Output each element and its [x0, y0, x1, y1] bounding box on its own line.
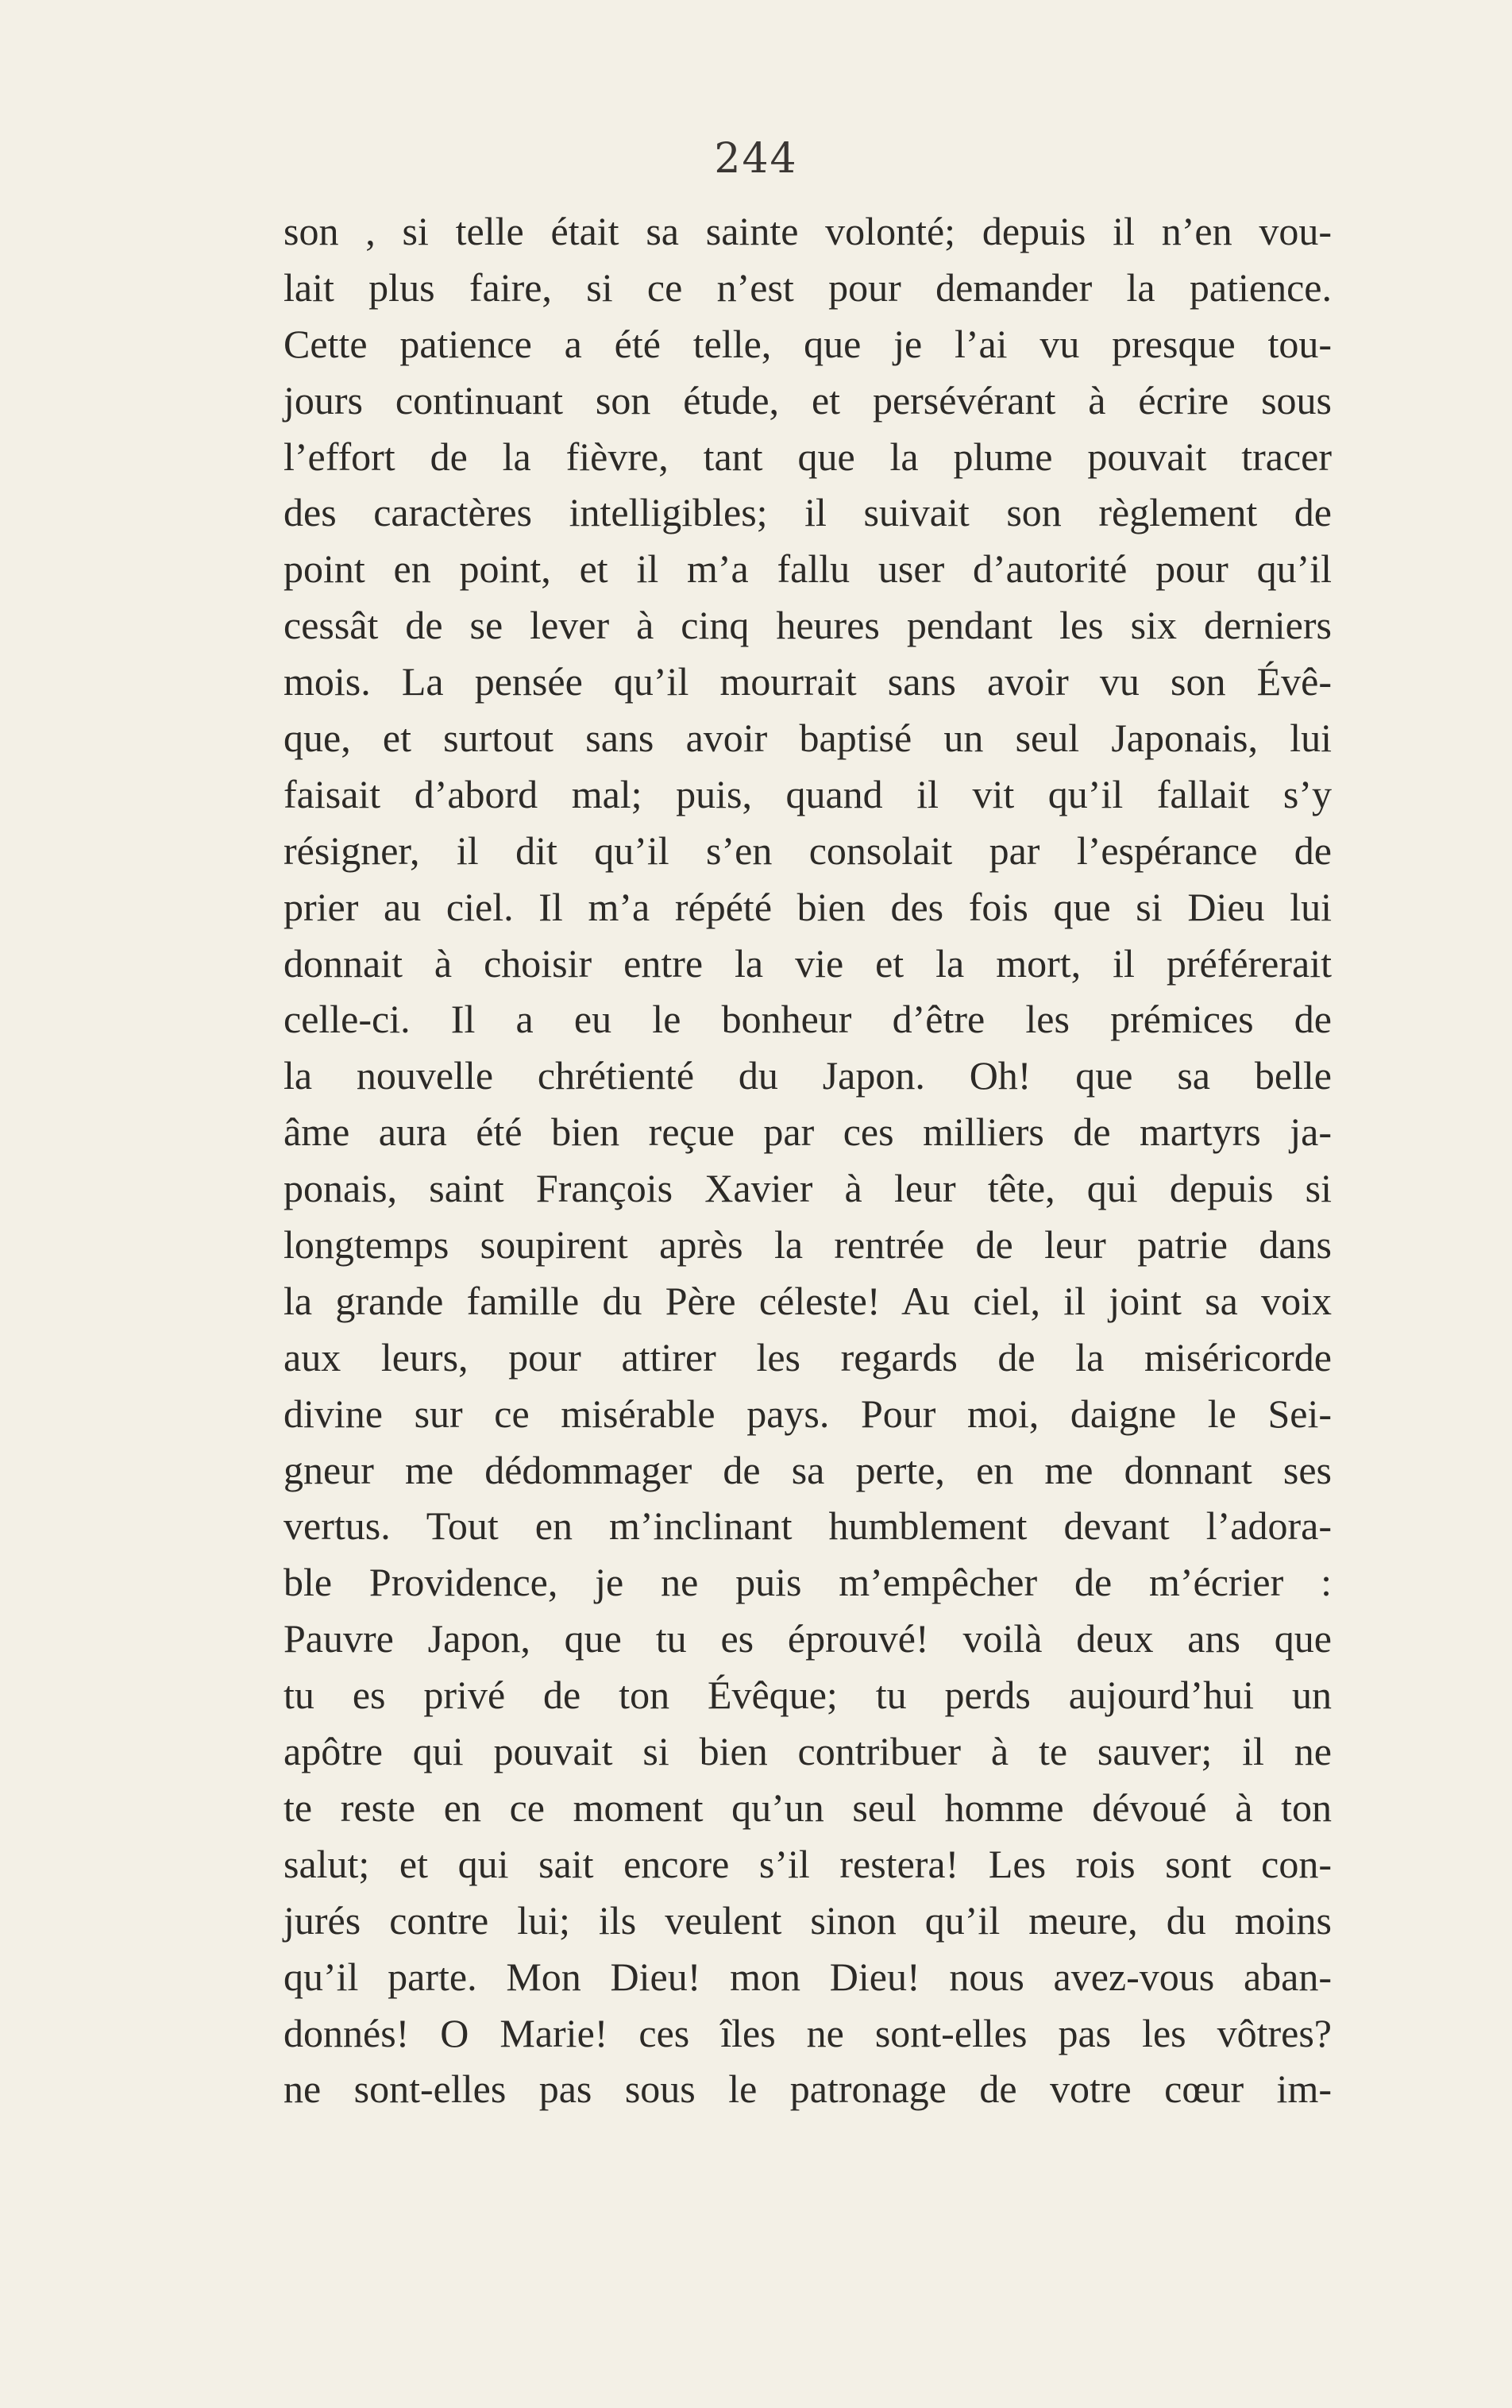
- text-line: ponais, saint François Xavier à leur tête, qui depuis si: [284, 1166, 1332, 1211]
- page-number: 244: [714, 135, 798, 183]
- text-line: faisait d’abord mal; puis, quand il vit qu’il fallait s’y: [284, 771, 1332, 816]
- text-line: son , si telle était sa sainte volonté; depuis il n’en vou-: [284, 209, 1332, 253]
- text-line: prier au ciel. Il m’a répété bien des fois que si Dieu lui: [284, 884, 1332, 929]
- text-line: celle-ci. Il a eu le bonheur d’être les prémices de: [284, 997, 1332, 1042]
- text-line: Pauvre Japon, que tu es éprouvé! voilà deux ans que: [284, 1616, 1332, 1661]
- text-line: la grande famille du Père céleste! Au ciel, il joint sa voix: [284, 1278, 1332, 1323]
- text-line: mois. La pensée qu’il mourrait sans avoir vu son Évê-: [284, 659, 1332, 704]
- text-line: des caractères intelligibles; il suivait son règlement de: [284, 490, 1332, 535]
- text-line: tu es privé de ton Évêque; tu perds aujourd’hui un: [284, 1673, 1332, 1718]
- text-line: aux leurs, pour attirer les regards de la miséricorde: [284, 1334, 1332, 1380]
- text-line: donnés! O Marie! ces îles ne sont-elles pas les vôtres?: [284, 2010, 1332, 2055]
- text-line: l’effort de la fièvre, tant que la plume pouvait tracer: [284, 434, 1332, 479]
- text-line: vertus. Tout en m’inclinant humblement devant l’adora-: [284, 1503, 1332, 1549]
- text-line: que, et surtout sans avoir baptisé un seul Japonais, lui: [284, 716, 1332, 761]
- text-line: ne sont-elles pas sous le patronage de votre cœur im-: [284, 2066, 1332, 2112]
- text-line: apôtre qui pouvait si bien contribuer à te sauver; il ne: [284, 1729, 1332, 1774]
- text-line: gneur me dédommager de sa perte, en me donnant ses: [284, 1447, 1332, 1492]
- text-line: jours continuant son étude, et persévérant à écrire sous: [284, 377, 1332, 423]
- text-line: divine sur ce misérable pays. Pour moi, daigne le Sei-: [284, 1391, 1332, 1436]
- text-line: ble Providence, je ne puis m’empêcher de m’écrier :: [284, 1560, 1332, 1605]
- text-line: lait plus faire, si ce n’est pour demander la patience.: [284, 264, 1332, 310]
- text-line: longtemps soupirent après la rentrée de leur patrie dans: [284, 1222, 1332, 1268]
- text-line: point en point, et il m’a fallu user d’autorité pour qu’il: [284, 546, 1332, 592]
- text-line: la nouvelle chrétienté du Japon. Oh! que sa belle: [284, 1053, 1332, 1098]
- text-line: te reste en ce moment qu’un seul homme dévoué à ton: [284, 1785, 1332, 1830]
- text-line: cessât de se lever à cinq heures pendant les six derniers: [284, 603, 1332, 648]
- text-line: résigner, il dit qu’il s’en consolait par l’espérance de: [284, 828, 1332, 873]
- text-line: qu’il parte. Mon Dieu! mon Dieu! nous avez-vous aban-: [284, 1954, 1332, 1999]
- text-line: Cette patience a été telle, que je l’ai vu presque tou-: [284, 321, 1332, 366]
- text-line: salut; et qui sait encore s’il restera! Les rois sont con-: [284, 1841, 1332, 1886]
- text-line: jurés contre lui; ils veulent sinon qu’il meure, du moins: [284, 1897, 1332, 1943]
- body-text: [284, 203, 1332, 2117]
- text-line: âme aura été bien reçue par ces milliers de martyrs ja-: [284, 1109, 1332, 1155]
- text-line: donnait à choisir entre la vie et la mort, il préférerait: [284, 940, 1332, 986]
